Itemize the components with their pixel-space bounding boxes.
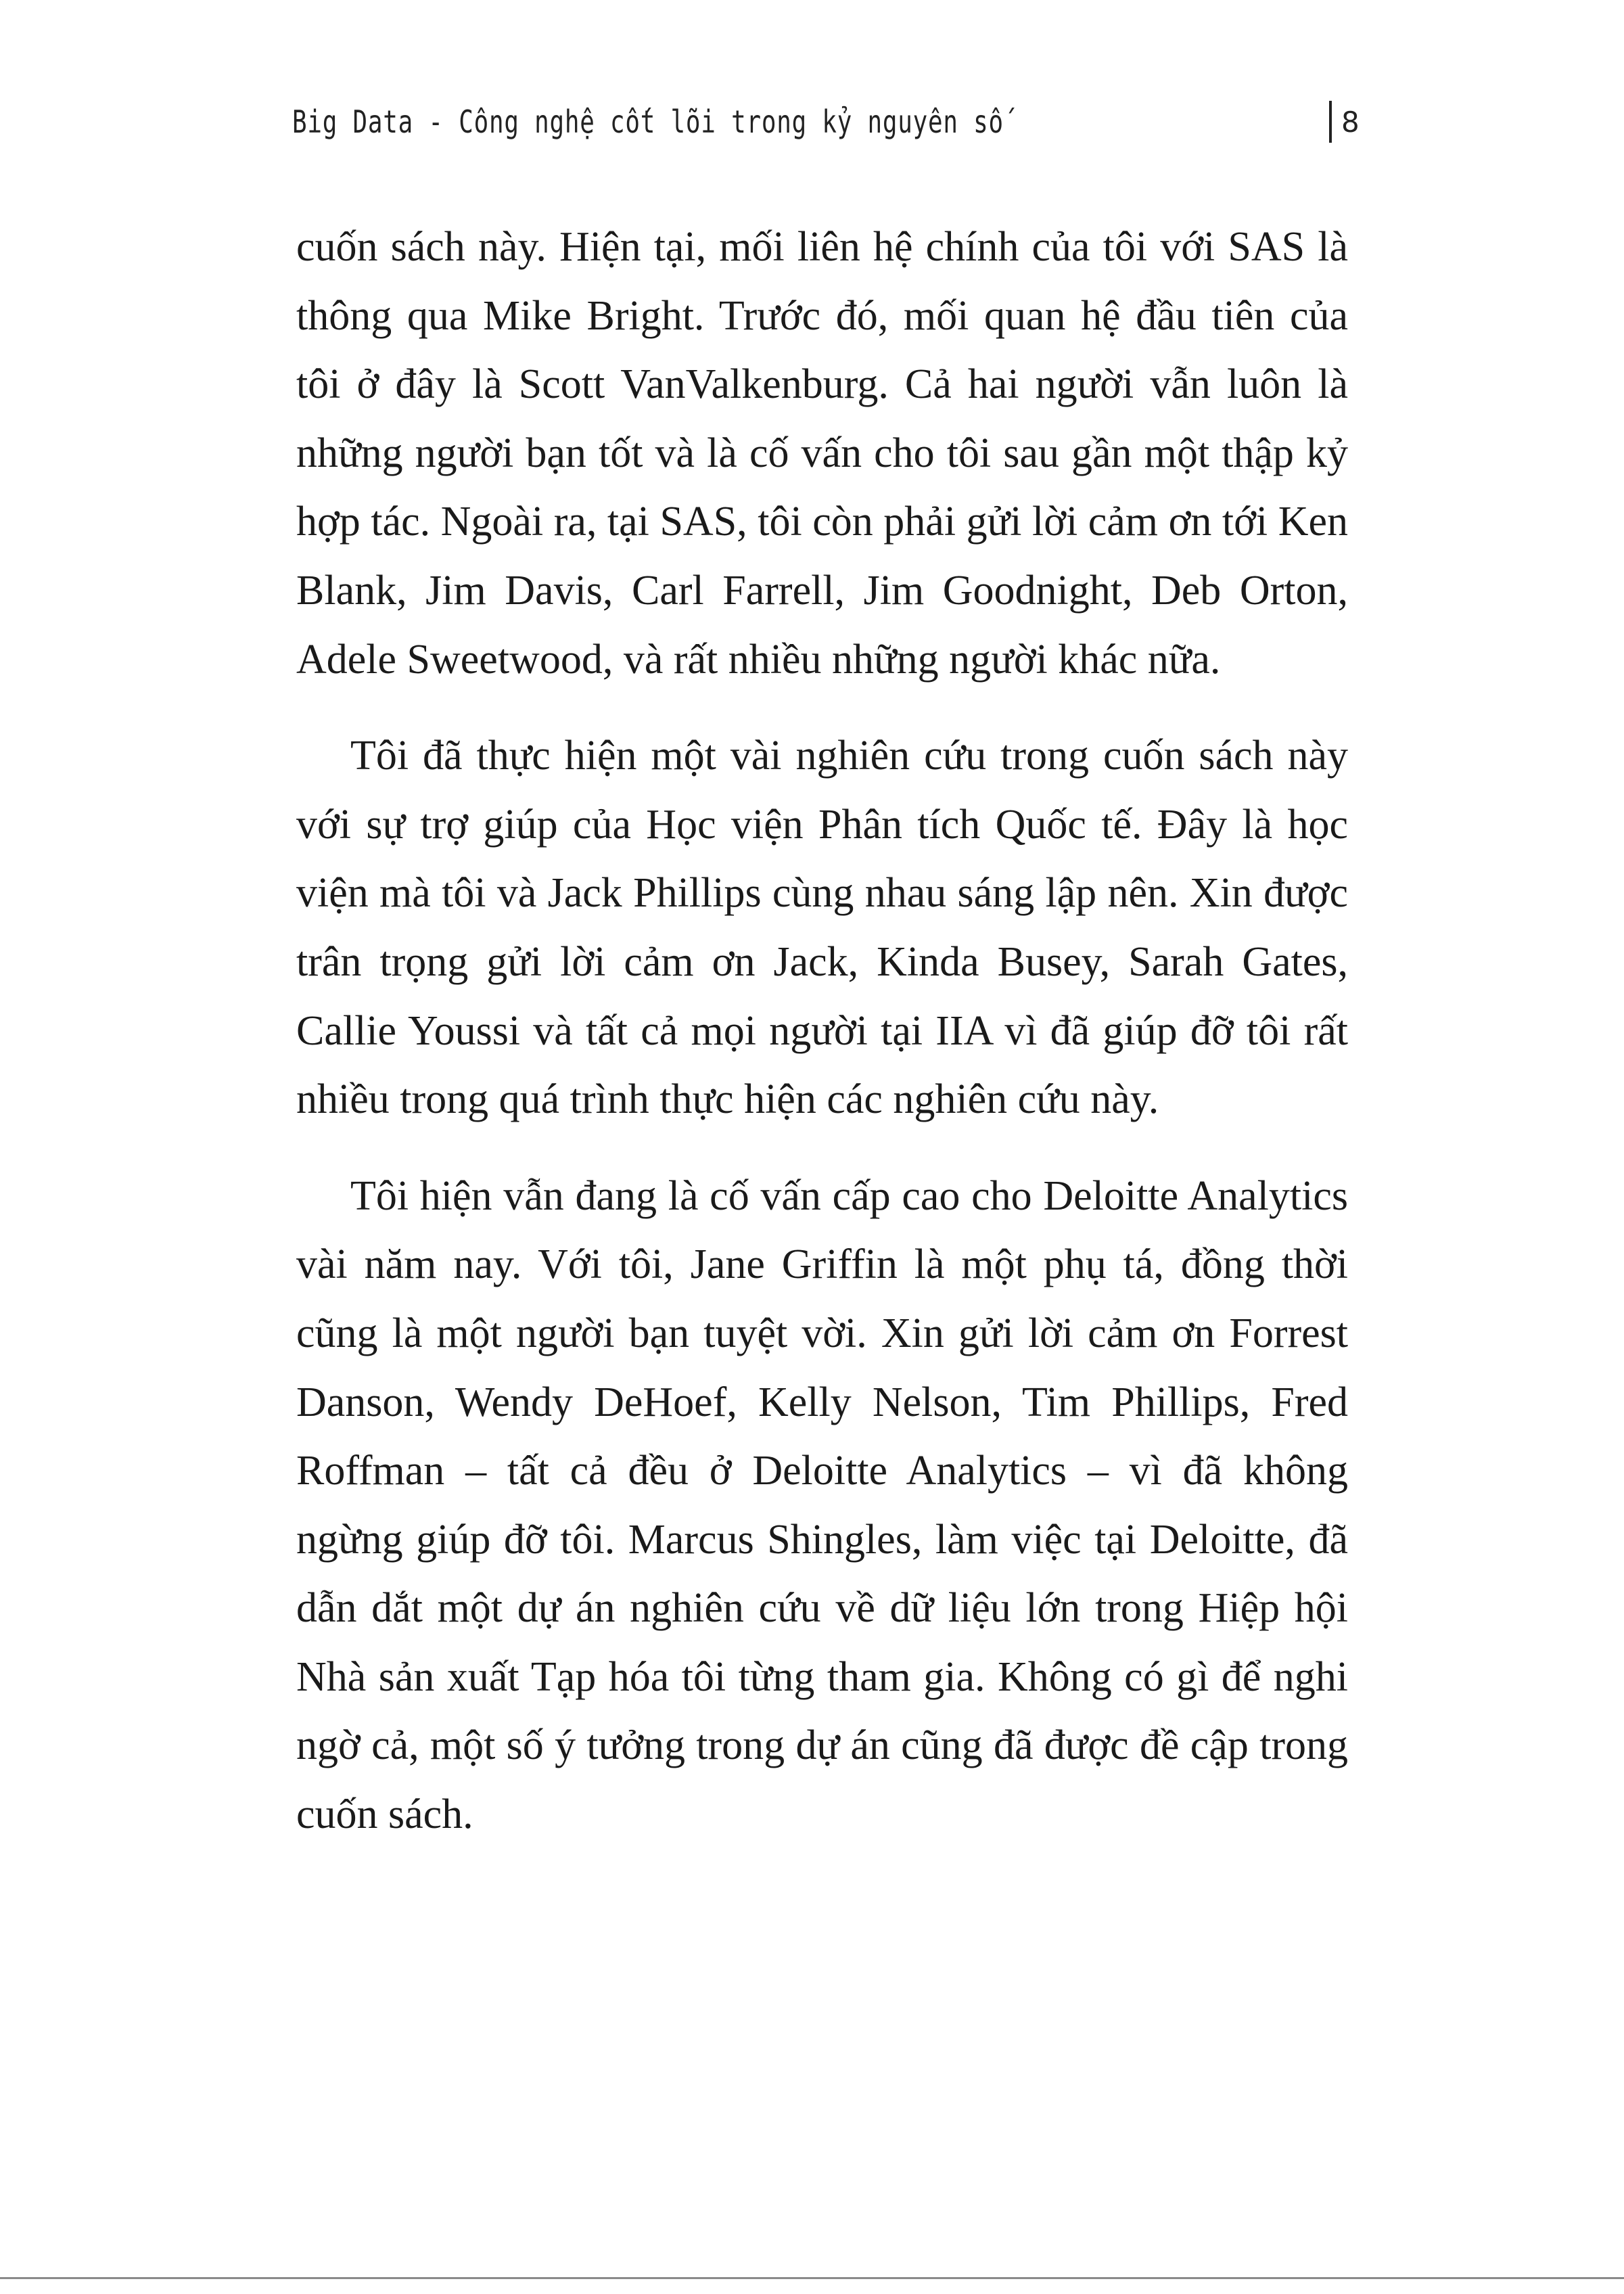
page-bottom-edge: [0, 2277, 1624, 2279]
paragraph-2: Tôi đã thực hiện một vài nghiên cứu trong cuốn sách này với sự trợ giúp của Học viện Phân tích Quốc tế. Đây là học viện mà tôi và Jack Phillips cùng nhau sáng lập nên. Xin được trân trọng gửi lời cảm ơn Jack, Kinda Busey, Sarah Gates, Callie Youssi và tất cả mọi người tại IIA vì đã giúp đỡ tôi rất nhiều trong quá trình thực hiện các nghiên cứu này.: [296, 733, 1348, 1123]
header-divider: [1329, 101, 1332, 143]
paragraph-1: cuốn sách này. Hiện tại, mối liên hệ chính của tôi với SAS là thông qua Mike Bright. Trước đó, mối quan hệ đầu tiên của tôi ở đây là Scott VanValkenburg. Cả hai người vẫn luôn là những người bạn tốt và là cố vấn cho tôi sau gần một thập kỷ hợp tác. Ngoài ra, tại SAS, tôi còn phải gửi lời cảm ơn tới Ken Blank, Jim Davis, Carl Farrell, Jim Goodnight, Deb Orton, Adele Sweetwood, và rất nhiều những người khác nữa.: [296, 224, 1348, 683]
page-number-block: [1329, 95, 1360, 149]
header-title: Big Data - Công nghệ cốt lõi trong kỷ nguyên số: [292, 104, 1004, 140]
page-number: 8: [1341, 105, 1360, 139]
body-text: [296, 213, 1348, 1850]
running-header: [292, 95, 1126, 149]
paragraph-3: Tôi hiện vẫn đang là cố vấn cấp cao cho Deloitte Analytics vài năm nay. Với tôi, Jane Griffin là một phụ tá, đồng thời cũng là một người bạn tuyệt vời. Xin gửi lời cảm ơn Forrest Danson, Wendy DeHoef, Kelly Nelson, Tim Phillips, Fred Roffman – tất cả đều ở Deloitte Analytics – vì đã không ngừng giúp đỡ tôi. Marcus Shingles, làm việc tại Deloitte, đã dẫn dắt một dự án nghiên cứu về dữ liệu lớn trong Hiệp hội Nhà sản xuất Tạp hóa tôi từng tham gia. Không có gì để nghi ngờ cả, một số ý tưởng trong dự án cũng đã được đề cập trong cuốn sách.: [296, 1172, 1348, 1838]
